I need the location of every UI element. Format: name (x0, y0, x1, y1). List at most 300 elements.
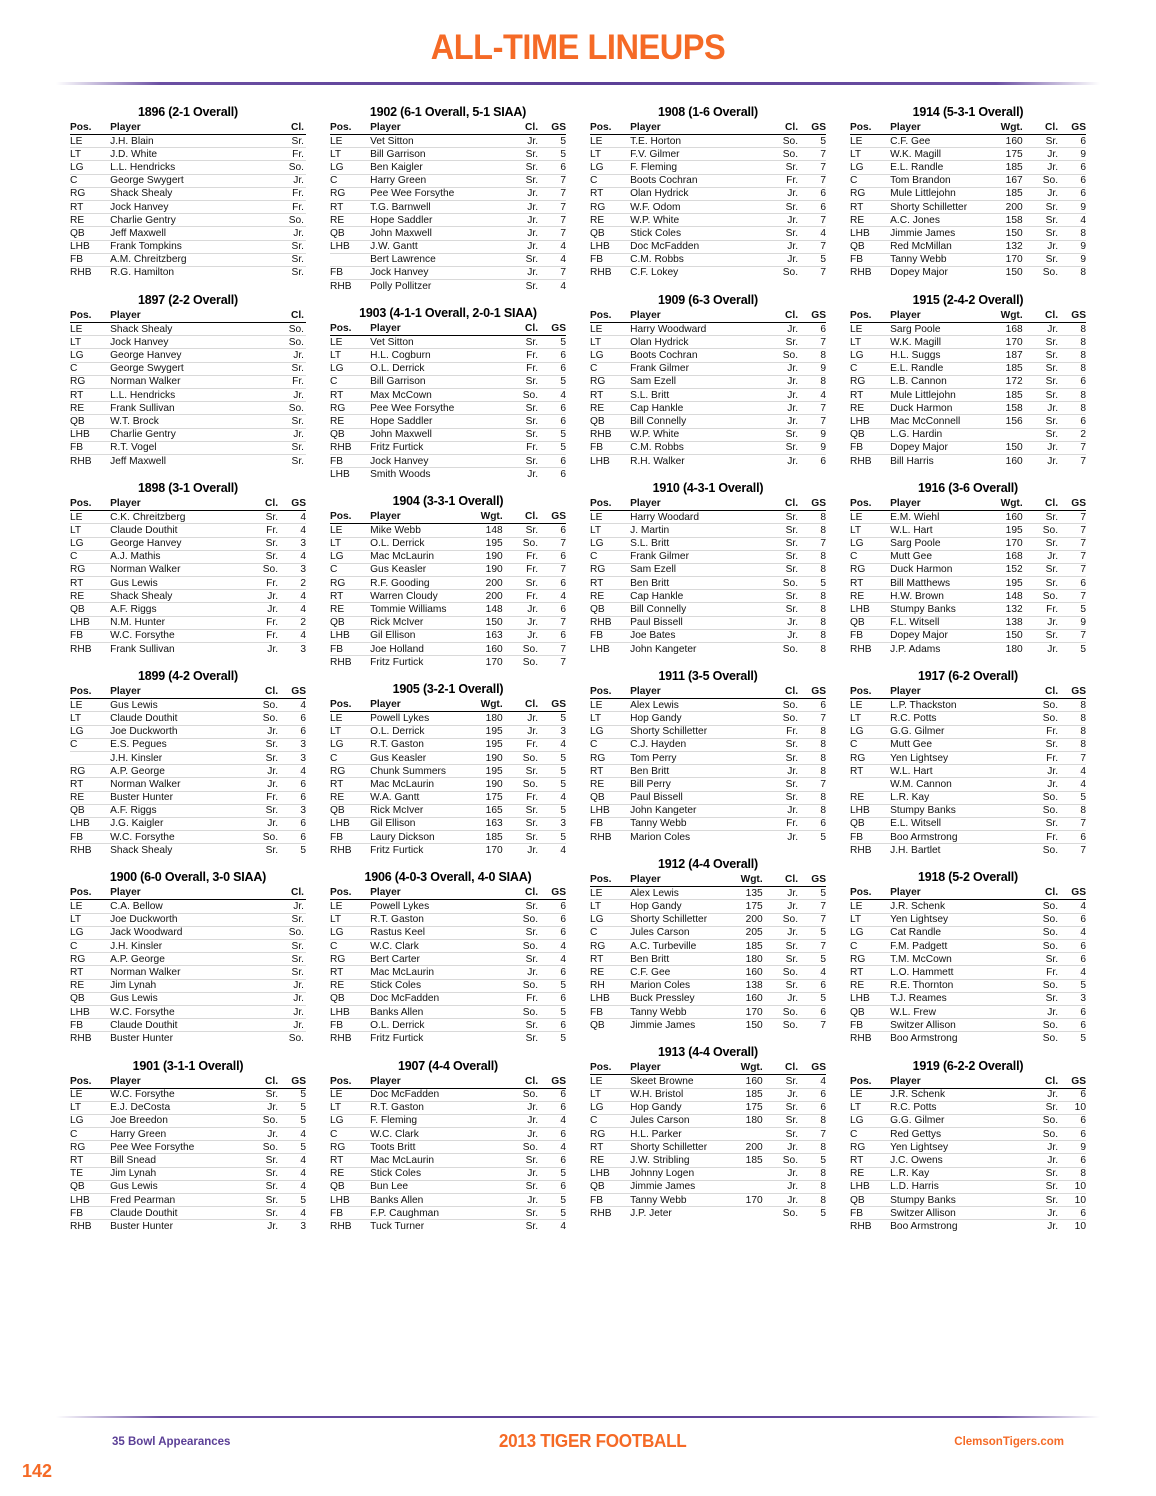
cell-pos: C (850, 940, 890, 953)
cell-gs: 8 (800, 349, 826, 362)
cell-player: Stumpy Banks (890, 603, 992, 616)
table-row (590, 1154, 826, 1167)
cell-cl: Jr. (765, 402, 800, 415)
cell-player: C.F. Gee (630, 966, 732, 979)
table-row (330, 454, 566, 467)
cell-gs: 5 (1060, 979, 1086, 992)
cell-cl: Sr. (765, 1075, 800, 1088)
season-lineup-block (590, 105, 826, 279)
column-header-pos: Pos. (330, 323, 370, 336)
table-row (70, 323, 306, 336)
cell-player: C.A. Bellow (110, 900, 271, 913)
cell-gs: 4 (560, 280, 566, 292)
cell-pos: QB (850, 1194, 890, 1207)
cell-pos: RE (590, 402, 630, 415)
footer-website[interactable]: ClemsonTigers.com (954, 1435, 1064, 1448)
cell-cl: Jr. (505, 725, 540, 738)
cell-pos: FB (590, 441, 630, 454)
table-row (590, 253, 826, 266)
cell-pos: LHB (330, 629, 370, 642)
cell-pos: C (850, 550, 890, 563)
table-row (850, 161, 1086, 174)
cell-pos: C (70, 362, 110, 375)
table-row (590, 174, 826, 187)
cell-pos: RT (330, 590, 370, 603)
table-row (70, 725, 306, 738)
table-row (590, 629, 826, 642)
table-row (850, 1180, 1086, 1193)
cell-cl: Sr. (765, 441, 800, 454)
cell-cl: So. (1025, 791, 1060, 804)
cell-pos: LHB (330, 240, 370, 253)
column-header-cl: Cl. (765, 122, 800, 135)
table-header-row (330, 511, 566, 524)
cell-player: Gil Ellison (370, 817, 472, 830)
table-row (590, 200, 826, 213)
column-header-pos: Pos. (330, 887, 370, 900)
cell-gs: 6 (540, 629, 566, 642)
cell-player: Hop Gandy (630, 1101, 732, 1114)
cell-pos: RG (850, 563, 890, 576)
cell-player: Norman Walker (110, 563, 245, 576)
cell-player: R.C. Potts (890, 1101, 1025, 1114)
cell-player: Gus Keasler (370, 563, 472, 576)
cell-wgt: 160 (732, 1075, 765, 1088)
cell-player: Gus Lewis (110, 1180, 245, 1193)
lineup-table (330, 122, 566, 292)
cell-player: Jock Hanvey (110, 336, 271, 349)
table-row (330, 616, 566, 629)
table-row (590, 778, 826, 791)
table-row (330, 1019, 566, 1032)
cell-cl: Sr. (245, 1180, 280, 1193)
cell-wgt: 150 (992, 629, 1025, 642)
cell-pos: QB (590, 227, 630, 240)
cell-pos: C (330, 940, 370, 953)
table-row (70, 629, 306, 642)
cell-cl: So. (505, 1005, 540, 1018)
table-row (850, 778, 1086, 791)
cell-player: Gus Keasler (370, 751, 472, 764)
cell-pos: LE (850, 511, 890, 524)
cell-player: Claude Douthit (110, 524, 245, 537)
cell-gs: 7 (1060, 590, 1086, 603)
table-row (850, 511, 1086, 524)
cell-cl: Sr. (271, 362, 306, 375)
cell-cl: Sr. (245, 511, 280, 524)
cell-gs: 7 (1060, 441, 1086, 454)
cell-gs: 6 (540, 1180, 566, 1193)
table-row (850, 1032, 1086, 1045)
table-row (70, 428, 306, 441)
table-row (70, 751, 306, 764)
cell-player: W.H. Bristol (630, 1088, 732, 1101)
cell-wgt: 160 (1005, 455, 1023, 467)
cell-pos: FB (70, 629, 110, 642)
cell-gs: 7 (800, 214, 826, 227)
cell-player: R.F. Gooding (370, 577, 472, 590)
cell-player: Mac McLaurin (370, 1154, 505, 1167)
cell-cl: Jr. (1047, 455, 1059, 467)
cell-gs: 4 (540, 1114, 566, 1127)
cell-pos: RHB (330, 280, 352, 292)
table-row (330, 778, 566, 791)
cell-pos: RT (330, 778, 370, 791)
table-row (70, 200, 306, 213)
cell-gs: 5 (300, 844, 306, 856)
cell-gs: 5 (540, 831, 566, 844)
cell-player: Smith Woods (370, 468, 431, 480)
cell-player: E.S. Pegues (110, 738, 245, 751)
column-header-player: Player (630, 1062, 732, 1075)
cell-cl: Sr. (1025, 563, 1060, 576)
cell-player: Dopey Major (890, 629, 992, 642)
cell-pos: LT (70, 712, 110, 725)
cell-gs: 8 (800, 751, 826, 764)
cell-wgt: 132 (992, 240, 1025, 253)
cell-gs: 10 (1074, 1220, 1086, 1232)
cell-cl: Sr. (245, 1194, 280, 1207)
cell-gs: 4 (280, 1207, 306, 1220)
cell-player: C.M. Robbs (630, 253, 765, 266)
cell-pos: FB (850, 629, 890, 642)
cell-player: Mac McLaurin (370, 966, 505, 979)
cell-cl: Sr. (765, 791, 800, 804)
table-row (850, 1088, 1086, 1101)
cell-pos: RHB (850, 844, 872, 856)
cell-pos: C (70, 738, 110, 751)
table-row (330, 590, 566, 603)
cell-player: Frank Gilmer (630, 550, 765, 563)
cell-player: Joe Duckworth (110, 913, 271, 926)
cell-wgt: 150 (992, 227, 1025, 240)
cell-player: Tommie Williams (370, 603, 472, 616)
cell-gs: 6 (800, 817, 826, 830)
cell-cl: So. (1025, 699, 1060, 712)
cell-gs: 7 (1060, 751, 1086, 764)
cell-pos: C (330, 751, 370, 764)
cell-player: Jules Carson (630, 1114, 732, 1127)
season-title: 1908 (1-6 Overall) (658, 105, 758, 119)
table-row (850, 979, 1086, 992)
cell-wgt: 160 (992, 135, 1025, 148)
cell-player: L.B. Cannon (890, 375, 992, 388)
cell-gs: 8 (800, 725, 826, 738)
table-row (590, 187, 826, 200)
cell-pos: LHB (330, 817, 370, 830)
column-header-gs: GS (540, 511, 566, 524)
cell-cl: Jr. (245, 817, 280, 830)
cell-player: H.L. Suggs (890, 349, 992, 362)
cell-gs: 5 (540, 336, 566, 349)
cell-player: Banks Allen (370, 1005, 505, 1018)
table-row (70, 1019, 306, 1032)
season-title: 1899 (4-2 Overall) (138, 669, 238, 684)
cell-cl: Fr. (505, 590, 540, 603)
cell-player: J.C. Owens (890, 1154, 1025, 1167)
cell-pos: LE (850, 323, 890, 336)
cell-cl: Sr. (1025, 389, 1060, 402)
table-header-row (330, 122, 566, 135)
cell-player: Olan Hydrick (630, 336, 765, 349)
cell-pos: RHB (850, 643, 872, 655)
cell-cl: Fr. (271, 148, 306, 161)
cell-wgt: 138 (732, 979, 765, 992)
table-header-row (70, 310, 306, 323)
cell-player: A.J. Mathis (110, 550, 245, 563)
cell-player: Doc McFadden (370, 1088, 505, 1101)
cell-cl: Jr. (765, 900, 800, 913)
table-row (330, 791, 566, 804)
cell-pos: RG (590, 375, 630, 388)
cell-player: C.K. Chreitzberg (110, 511, 245, 524)
cell-cl: Jr. (271, 174, 306, 187)
cell-player: Shorty Schilletter (630, 1141, 732, 1154)
table-row (330, 375, 566, 388)
cell-pos: LG (330, 550, 370, 563)
cell-wgt: 132 (992, 603, 1025, 616)
cell-pos: RT (590, 577, 630, 590)
table-row (850, 992, 1086, 1005)
table-row (70, 953, 306, 966)
cell-cl: Fr. (271, 187, 306, 200)
cell-gs: 6 (1060, 375, 1086, 388)
season-lineup-block (70, 105, 306, 279)
cell-gs: 5 (540, 765, 566, 778)
cell-cl: So. (271, 336, 306, 349)
cell-pos: LE (330, 712, 370, 725)
cell-gs: 2 (280, 577, 306, 590)
table-row (590, 791, 826, 804)
cell-gs: 7 (800, 148, 826, 161)
table-row (330, 817, 566, 830)
cell-player: John Kangeter (630, 804, 765, 817)
column-header-player: Player (890, 686, 1025, 699)
cell-pos: RE (590, 966, 630, 979)
cell-player: W.P. White (630, 428, 765, 441)
table-row (590, 765, 826, 778)
cell-wgt: 200 (472, 577, 505, 590)
table-header-row (590, 498, 826, 511)
cell-cl: So. (1025, 590, 1060, 603)
cell-player: W.L. Hart (890, 765, 1025, 778)
cell-player: Dopey Major (890, 267, 948, 279)
cell-pos: RHB (850, 267, 872, 279)
cell-player: Boots Cochran (630, 174, 765, 187)
cell-gs: 5 (540, 1005, 566, 1018)
cell-pos: LE (850, 900, 890, 913)
table-row (590, 699, 826, 712)
cell-pos: RHB (330, 844, 352, 856)
table-row (590, 913, 826, 926)
cell-gs: 6 (800, 200, 826, 213)
cell-pos: LE (590, 323, 630, 336)
cell-cl: Jr. (765, 926, 800, 939)
cell-gs: 5 (800, 953, 826, 966)
cell-wgt: 148 (992, 590, 1025, 603)
season-title: 1896 (2-1 Overall) (138, 105, 238, 119)
cell-pos: RHB (70, 844, 92, 856)
cell-gs: 5 (800, 135, 826, 148)
lineup-table (330, 887, 566, 1044)
season-lineup-block (70, 870, 306, 1044)
cell-gs: 4 (280, 1128, 306, 1141)
column-header-cl: Cl. (1025, 1076, 1060, 1089)
season-title: 1906 (4-0-3 Overall, 4-0 SIAA) (364, 870, 532, 885)
cell-player: Bill Connelly (630, 603, 765, 616)
cell-player: Doc McFadden (630, 240, 765, 253)
cell-gs: 5 (820, 831, 826, 843)
cell-pos: RE (70, 979, 110, 992)
cell-pos: RG (70, 375, 110, 388)
table-row (330, 1207, 566, 1220)
cell-wgt: 150 (745, 1019, 763, 1031)
cell-player: Sam Ezell (630, 563, 765, 576)
cell-player: F. Fleming (630, 161, 765, 174)
cell-gs: 4 (280, 1167, 306, 1180)
cell-pos: LE (330, 900, 370, 913)
table-row (590, 590, 826, 603)
cell-player: F.M. Padgett (890, 940, 1025, 953)
table-row (330, 831, 566, 844)
cell-cl: Sr. (245, 738, 280, 751)
table-header-row (70, 1076, 306, 1089)
cell-gs: 8 (1060, 227, 1086, 240)
cell-pos: LHB (590, 992, 630, 1005)
cell-cl: Sr. (505, 454, 540, 467)
cell-pos: LHB (70, 1194, 110, 1207)
cell-gs: 9 (1060, 253, 1086, 266)
cell-pos: LHB (70, 428, 110, 441)
cell-gs: 6 (540, 524, 566, 537)
cell-pos: LG (850, 349, 890, 362)
cell-gs: 8 (800, 791, 826, 804)
cell-pos: LG (850, 725, 890, 738)
cell-cl: So. (1042, 267, 1059, 279)
cell-player: Harry Woodard (630, 511, 765, 524)
lineup-table (70, 887, 306, 1044)
cell-cl: Sr. (505, 900, 540, 913)
cell-wgt: 190 (472, 563, 505, 576)
table-row (70, 537, 306, 550)
cell-pos: QB (70, 603, 110, 616)
cell-cl: Jr. (505, 712, 540, 725)
title-divider (56, 82, 1100, 85)
cell-cl: Jr. (1025, 240, 1060, 253)
table-row (330, 563, 566, 576)
table-row (70, 135, 306, 148)
cell-wgt (732, 1128, 765, 1141)
cell-pos: LE (70, 699, 110, 712)
cell-gs: 7 (800, 415, 826, 428)
column-header-pos: Pos. (590, 498, 630, 511)
cell-gs: 8 (1060, 699, 1086, 712)
table-row (850, 751, 1086, 764)
page-footer (56, 1431, 1100, 1452)
cell-cl: Sr. (265, 844, 279, 856)
cell-gs: 6 (540, 454, 566, 467)
table-header-row (330, 323, 566, 336)
cell-cl: Jr. (765, 1180, 800, 1193)
cell-wgt: 195 (992, 524, 1025, 537)
cell-pos: QB (850, 1005, 890, 1018)
cell-pos: RG (850, 751, 890, 764)
cell-cl: Jr. (1025, 1005, 1060, 1018)
cell-gs: 5 (280, 1088, 306, 1101)
season-title: 1902 (6-1 Overall, 5-1 SIAA) (369, 105, 527, 119)
cell-pos: QB (590, 1019, 605, 1031)
lineups-column (330, 105, 566, 1247)
table-row (70, 1154, 306, 1167)
cell-wgt: 158 (992, 214, 1025, 227)
table-header-row (590, 1062, 826, 1075)
table-row (590, 817, 826, 830)
cell-cl: Jr. (765, 1141, 800, 1154)
cell-wgt: 135 (732, 887, 765, 900)
cell-cl: Jr. (1025, 441, 1060, 454)
cell-cl: Jr. (271, 979, 306, 992)
cell-gs: 8 (800, 524, 826, 537)
table-row (850, 791, 1086, 804)
cell-gs: 7 (800, 174, 826, 187)
table-row (850, 454, 1086, 467)
cell-pos: FB (850, 1207, 890, 1220)
cell-cl: Sr. (1025, 349, 1060, 362)
cell-gs: 6 (540, 362, 566, 375)
cell-pos: QB (330, 428, 370, 441)
table-row (590, 454, 826, 467)
cell-pos: C (70, 940, 110, 953)
cell-gs: 8 (800, 616, 826, 629)
cell-cl: Jr. (271, 349, 306, 362)
cell-player: A.C. Turbeville (630, 940, 732, 953)
cell-cl: So. (765, 712, 800, 725)
cell-player: Tanny Webb (630, 1194, 732, 1207)
cell-cl: Jr. (245, 603, 280, 616)
cell-pos: FB (590, 817, 630, 830)
cell-player: F.L. Witsell (890, 616, 992, 629)
lineups-column (850, 105, 1086, 1247)
table-row (590, 831, 826, 844)
cell-player: R.H. Walker (630, 455, 685, 467)
cell-pos: RE (70, 791, 110, 804)
table-row (70, 349, 306, 362)
cell-gs: 7 (800, 778, 826, 791)
cell-player: J. Martin (630, 524, 765, 537)
cell-player: Bill Garrison (370, 375, 505, 388)
cell-gs: 4 (540, 791, 566, 804)
column-header-pos: Pos. (70, 887, 110, 900)
cell-pos: RG (850, 187, 890, 200)
column-header-gs: GS (1060, 887, 1086, 900)
table-row (590, 524, 826, 537)
cell-cl: Fr. (505, 563, 540, 576)
cell-gs: 7 (540, 227, 566, 240)
table-row (590, 362, 826, 375)
cell-player: J.D. White (110, 148, 271, 161)
cell-player: R.T. Gaston (370, 1101, 505, 1114)
cell-player: Sarg Poole (890, 323, 992, 336)
table-row (330, 1088, 566, 1101)
cell-pos: QB (330, 992, 370, 1005)
table-row (850, 389, 1086, 402)
cell-player: Switzer Allison (890, 1207, 1025, 1220)
table-row (590, 900, 826, 913)
cell-pos: LHB (70, 817, 110, 830)
column-header-gs: GS (540, 323, 566, 336)
cell-gs: 6 (540, 966, 566, 979)
column-header-cl: Cl. (271, 887, 306, 900)
